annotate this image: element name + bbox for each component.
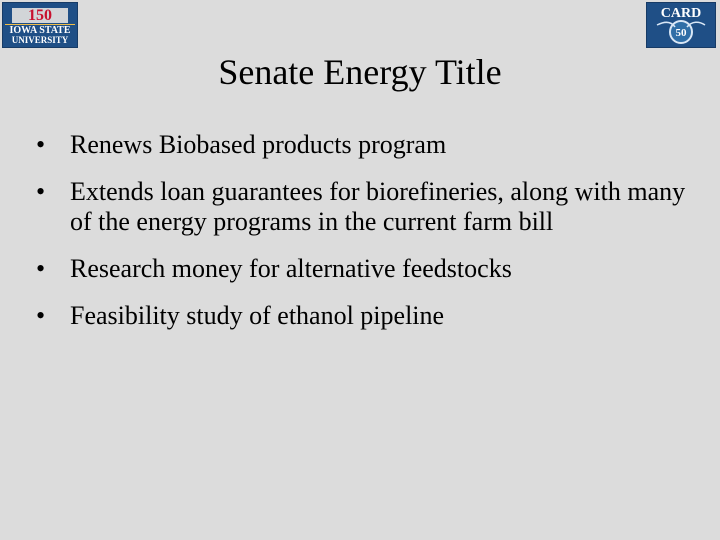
iowa-state-logo [2, 2, 78, 48]
slide-title: Senate Energy Title [218, 52, 502, 92]
bullet-item-1 [36, 130, 706, 160]
card-logo [646, 2, 716, 48]
bullet-item-3 [36, 254, 706, 284]
bullet-item-4 [36, 301, 706, 331]
bullet-text-4: Feasibility study of ethanol pipeline [70, 301, 445, 330]
bullet-list [36, 130, 706, 348]
iowa-state-logo-line1: IOWA STATE [9, 25, 71, 36]
bullet-text-2: Extends loan guarantees for biorefineries, along with many of the energy programs in the current farm bill [70, 177, 686, 236]
bullet-marker-3: • [36, 254, 46, 283]
bullet-text-3: Research money for alternative feedstocks [70, 254, 512, 283]
bullet-marker-2: • [36, 177, 46, 206]
card-logo-graphic [647, 3, 715, 47]
iowa-state-logo-graphic [3, 3, 77, 47]
bullet-marker-4: • [36, 301, 46, 330]
card-logo-badge: 50 [675, 27, 687, 39]
bullet-text-1: Renews Biobased products program [70, 130, 447, 159]
bullet-item-2 [36, 177, 706, 237]
card-logo-text: CARD [660, 6, 702, 21]
bullet-marker-1: • [36, 130, 46, 159]
iowa-state-logo-line2: UNIVERSITY [11, 35, 69, 45]
iowa-state-logo-number: 150 [28, 7, 52, 24]
